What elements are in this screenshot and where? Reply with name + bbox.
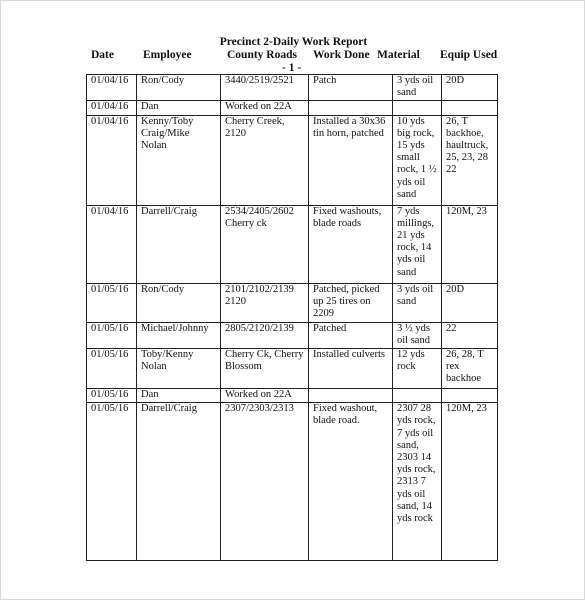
work-done-cell: Installed culverts [309, 349, 393, 389]
material-cell: 3 ½ yds oil sand [393, 322, 442, 348]
header-date: Date [91, 49, 114, 61]
equip-used-cell: 20D [442, 283, 498, 322]
employee-cell: Darrell/Craig [137, 205, 221, 283]
county-roads-cell: Worked on 22A [221, 101, 309, 115]
material-cell: 10 yds big rock, 15 yds small rock, 1 ½ yds oil sand [393, 115, 442, 205]
employee-cell: Ron/Cody [137, 283, 221, 322]
work-done-cell: Installed a 30x36 tin horn, patched [309, 115, 393, 205]
county-roads-cell: 2307/2303/2313 [221, 403, 309, 561]
header-equip-used: Equip Used [440, 49, 498, 61]
equip-used-cell [442, 389, 498, 403]
table-row [87, 322, 498, 348]
employee-cell: Toby/Kenny Nolan [137, 349, 221, 389]
employee-cell: Ron/Cody [137, 75, 221, 101]
table-row [87, 283, 498, 322]
material-cell [393, 389, 442, 403]
date-cell: 01/05/16 [87, 389, 137, 403]
equip-used-cell: 26, T backhoe, haultruck, 25, 23, 28 22 [442, 115, 498, 205]
table-row [87, 349, 498, 389]
header-work-done: Work Done [313, 49, 370, 61]
material-cell: 2307 28 yds rock, 7 yds oil sand, 2303 14 yds rock, 2313 7 yds oil sand, 14 yds rock [393, 403, 442, 561]
material-cell [393, 101, 442, 115]
header-material: Material [377, 49, 420, 61]
report-title: Precinct 2-Daily Work Report [219, 36, 368, 48]
employee-cell: Dan [137, 389, 221, 403]
date-cell: 01/04/16 [87, 205, 137, 283]
county-roads-cell: 2805/2120/2139 [221, 322, 309, 348]
table-row [87, 101, 498, 115]
work-report-table [86, 74, 498, 561]
work-done-cell [309, 101, 393, 115]
date-cell: 01/04/16 [87, 115, 137, 205]
work-done-cell: Patch [309, 75, 393, 101]
county-roads-cell: Cherry Ck, Cherry Blossom [221, 349, 309, 389]
county-roads-cell: Worked on 22A [221, 389, 309, 403]
material-cell: 3 yds oil sand [393, 75, 442, 101]
page-number: - 1 - [282, 62, 302, 74]
equip-used-cell: 22 [442, 322, 498, 348]
date-cell: 01/05/16 [87, 283, 137, 322]
equip-used-cell [442, 101, 498, 115]
table-row [87, 403, 498, 561]
employee-cell: Darrell/Craig [137, 403, 221, 561]
table-row [87, 389, 498, 403]
county-roads-cell: Cherry Creek, 2120 [221, 115, 309, 205]
employee-cell: Michael/Johnny [137, 322, 221, 348]
header-employee: Employee [143, 49, 192, 61]
material-cell: 12 yds rock [393, 349, 442, 389]
date-cell: 01/05/16 [87, 349, 137, 389]
header-county-roads: County Roads [227, 49, 297, 61]
equip-used-cell: 120M, 23 [442, 205, 498, 283]
county-roads-cell: 2101/2102/2139 2120 [221, 283, 309, 322]
date-cell: 01/04/16 [87, 101, 137, 115]
date-cell: 01/05/16 [87, 403, 137, 561]
work-done-cell: Fixed washout, blade road. [309, 403, 393, 561]
work-done-cell: Fixed washouts, blade roads [309, 205, 393, 283]
date-cell: 01/04/16 [87, 75, 137, 101]
county-roads-cell: 2534/2405/2602 Cherry ck [221, 205, 309, 283]
material-cell: 7 yds millings, 21 yds rock, 14 yds oil sand [393, 205, 442, 283]
work-done-cell [309, 389, 393, 403]
material-cell: 3 yds oil sand [393, 283, 442, 322]
date-cell: 01/05/16 [87, 322, 137, 348]
equip-used-cell: 120M, 23 [442, 403, 498, 561]
table-row [87, 115, 498, 205]
work-done-cell: Patched [309, 322, 393, 348]
work-done-cell: Patched, picked up 25 tires on 2209 [309, 283, 393, 322]
equip-used-cell: 20D [442, 75, 498, 101]
county-roads-cell: 3440/2519/2521 [221, 75, 309, 101]
table-row [87, 205, 498, 283]
employee-cell: Kenny/Toby Craig/Mike Nolan [137, 115, 221, 205]
equip-used-cell: 26, 28, T rex backhoe [442, 349, 498, 389]
employee-cell: Dan [137, 101, 221, 115]
table-row [87, 75, 498, 101]
